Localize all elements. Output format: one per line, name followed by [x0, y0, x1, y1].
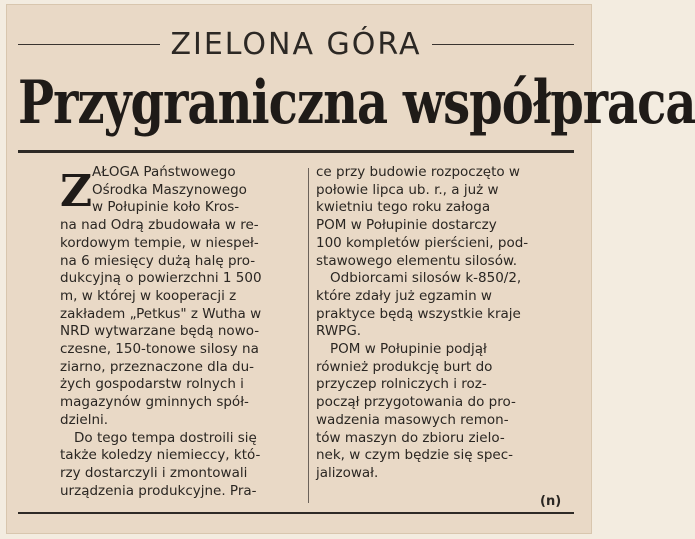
headline-divider	[18, 150, 574, 153]
article-line: począł przygotowania do pro-	[316, 394, 516, 411]
article-line: Do tego tempa dostroili się	[74, 429, 257, 446]
article-line: przyczep rolniczych i roz-	[316, 376, 487, 393]
article-column-right	[316, 164, 581, 483]
article-line: POM w Połupinie dostarczy	[316, 217, 497, 234]
article-line: m, w której w kooperacji z	[60, 287, 237, 304]
article-line: ce przy budowie rozpoczęto w	[316, 164, 520, 180]
author-signature: (n)	[540, 494, 562, 509]
article-line: dukcyjną o powierzchni 1 500	[60, 270, 262, 287]
article-line: AŁOGA Państwowego	[92, 164, 236, 180]
article-line: wadzenia masowych remon-	[316, 411, 509, 428]
column-divider	[308, 168, 309, 503]
article-line: połowie lipca ub. r., a już w	[316, 181, 499, 198]
kicker-row	[18, 24, 574, 64]
kicker-rule-left	[18, 44, 160, 45]
article-line: kordowym tempie, w niespeł-	[60, 234, 259, 251]
article-line: nek, w czym będzie się spec-	[316, 447, 513, 464]
article-line: jalizował.	[316, 464, 379, 481]
article-line: urządzenia produkcyjne. Pra-	[60, 482, 257, 499]
kicker-rule-right	[432, 44, 574, 45]
article-line: POM w Połupinie podjął	[330, 341, 487, 358]
article-column-left	[60, 164, 300, 500]
article-line: także koledzy niemieccy, któ-	[60, 447, 261, 464]
article-line: zakładem „Petkus" z Wutha w	[60, 305, 262, 322]
article-line: na nad Odrą zbudowała w re-	[60, 217, 259, 234]
article-line: na 6 miesięcy dużą halę pro-	[60, 252, 256, 269]
article-line: Odbiorcami silosów k-850/2,	[330, 270, 522, 287]
article-line: 100 kompletów pierścieni, pod-	[316, 234, 529, 251]
article-line: Ośrodka Maszynowego	[92, 181, 247, 198]
bottom-rule	[18, 512, 574, 514]
article-line: RWPG.	[316, 323, 362, 340]
article-line: NRD wytwarzane będą nowo-	[60, 323, 260, 340]
article-line: praktyce będą wszystkie kraje	[316, 305, 521, 322]
article-line: czesne, 150-tonowe silosy na	[60, 341, 259, 358]
article-line: żych gospodarstw rolnych i	[60, 376, 244, 393]
article-line: tów maszyn do zbioru zielo-	[316, 429, 505, 446]
article-line: magazynów gminnych spół-	[60, 394, 249, 411]
article-line: również produkcję burt do	[316, 358, 493, 375]
article-line: rzy dostarczyli i zmontowali	[60, 464, 248, 481]
article-line: które zdały już egzamin w	[316, 287, 492, 304]
article-line: stawowego elementu silosów.	[316, 252, 518, 269]
article-line: ziarno, przeznaczone dla du-	[60, 358, 255, 375]
article-line: dzielni.	[60, 411, 109, 428]
headline: Przygraniczna współpraca	[18, 68, 695, 138]
article-line: kwietniu tego roku załoga	[316, 199, 491, 216]
article-line: w Połupinie koło Kros-	[92, 199, 240, 216]
kicker-location: ZIELONA GÓRA	[170, 26, 422, 62]
drop-cap: Z	[60, 166, 93, 217]
